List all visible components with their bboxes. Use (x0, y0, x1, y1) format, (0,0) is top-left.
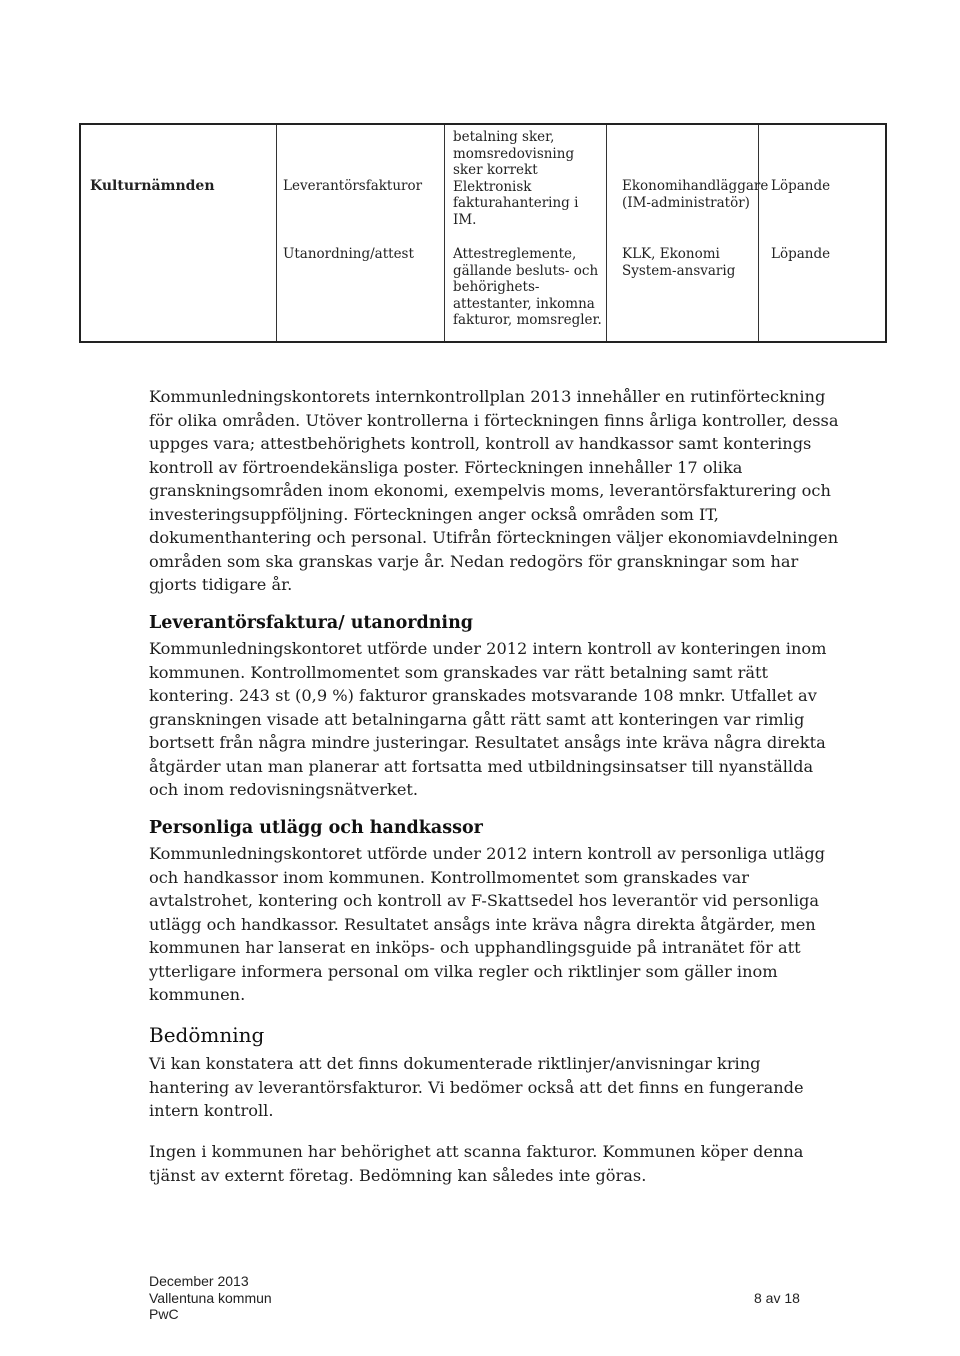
area-cell: Utanordning/attest (283, 246, 414, 262)
assessment-paragraph: Ingen i kommunen har behörighet att scanna fakturor. Kommunen köper denna tjänst av externt företag. Bedömning kan således inte göras. (149, 1142, 804, 1185)
column-divider (758, 125, 759, 341)
assessment-paragraph: Vi kan konstatera att det finns dokumenterade riktlinjer/anvisningar kring hantering av leverantörsfakturor. Vi bedömer också att det finns en fungerande intern kontroll. (149, 1054, 804, 1120)
control-table (79, 123, 887, 343)
section-heading: Leverantörsfaktura/ utanordning (149, 613, 474, 633)
section-paragraph: Kommunledningskontoret utförde under 2012 intern kontroll av konteringen inom kommunen. Kontrollmomentet som granskades var rätt betalning samt rätt kontering. 243 st (0,9 %) fakturor granskades motsvarande 108 mnkr. Utfallet av granskningen visade att betalningarna gått rätt samt att konteringen var rimlig bortsett från några mindre justeringar. Resultatet ansågs inte kräva några direkta åtgärder utan man planerar att fortsatta med utbildningsinsatser till nyanställda och inom redovisningsnätverket. (149, 639, 827, 799)
column-divider (606, 125, 607, 341)
responsible-cell: KLK, Ekonomi System-ansvarig (622, 246, 736, 279)
responsible-cell: Ekonomihandläggare (IM-administratör) (622, 178, 769, 211)
footer-date: December 2013 (149, 1273, 249, 1289)
section-paragraph: Kommunledningskontoret utförde under 2012 intern kontroll av personliga utlägg och handkassor inom kommunen. Kontrollmomentet som granskades var avtalstrohet, kontering och kontroll av F-Skattsedel hos leverantör vid personliga utlägg och handkassor. Resultatet ansågs inte kräva några direkta åtgärder, men kommunen har lanserat en inköps- och upphandlingsguide på intranätet för att ytterligare informera personal om vilka regler och riktlinjer som gäller inom kommunen. (149, 844, 826, 1004)
footer-client: Vallentuna kommun (149, 1289, 272, 1306)
frequency-cell: Löpande (771, 246, 831, 262)
section-heading: Personliga utlägg och handkassor (149, 818, 483, 838)
footer-firm: PwC (149, 1306, 179, 1322)
committee-cell: Kulturnämnden (90, 178, 215, 194)
description-cell: Attestreglemente, gällande besluts- och behörighets- attestanter, inkomna fakturor, momsregler. (453, 246, 602, 328)
footer-left (149, 1273, 272, 1323)
description-cell: betalning sker, momsredovisning sker korrekt Elektronisk fakturahantering i IM. (453, 129, 579, 228)
intro-paragraph: Kommunledningskontorets internkontrollplan 2013 innehåller en rutinförteckning för olika områden. Utöver kontrollerna i förteckningen finns årliga kontroller, dessa uppges vara; attestbehörighets kontroll, kontroll av handkassor samt konterings kontroll av förtroendekänsliga poster. Förteckningen innehåller 17 olika granskningsområden inom ekonomi, exempelvis moms, leverantörsfakturering och investeringsuppföljning. Förteckningen anger också områden som IT, dokumenthantering och personal. Utifrån förteckningen väljer ekonomiavdelningen områden som ska granskas varje år. Nedan redogörs för granskningar som har gjorts tidigare år. (149, 387, 839, 594)
page-number: 8 av 18 (754, 1290, 800, 1306)
column-divider (444, 125, 445, 341)
frequency-cell: Löpande (771, 178, 831, 194)
column-divider (276, 125, 277, 341)
area-cell: Leverantörsfakturor (283, 178, 423, 194)
assessment-heading: Bedömning (149, 1023, 265, 1047)
